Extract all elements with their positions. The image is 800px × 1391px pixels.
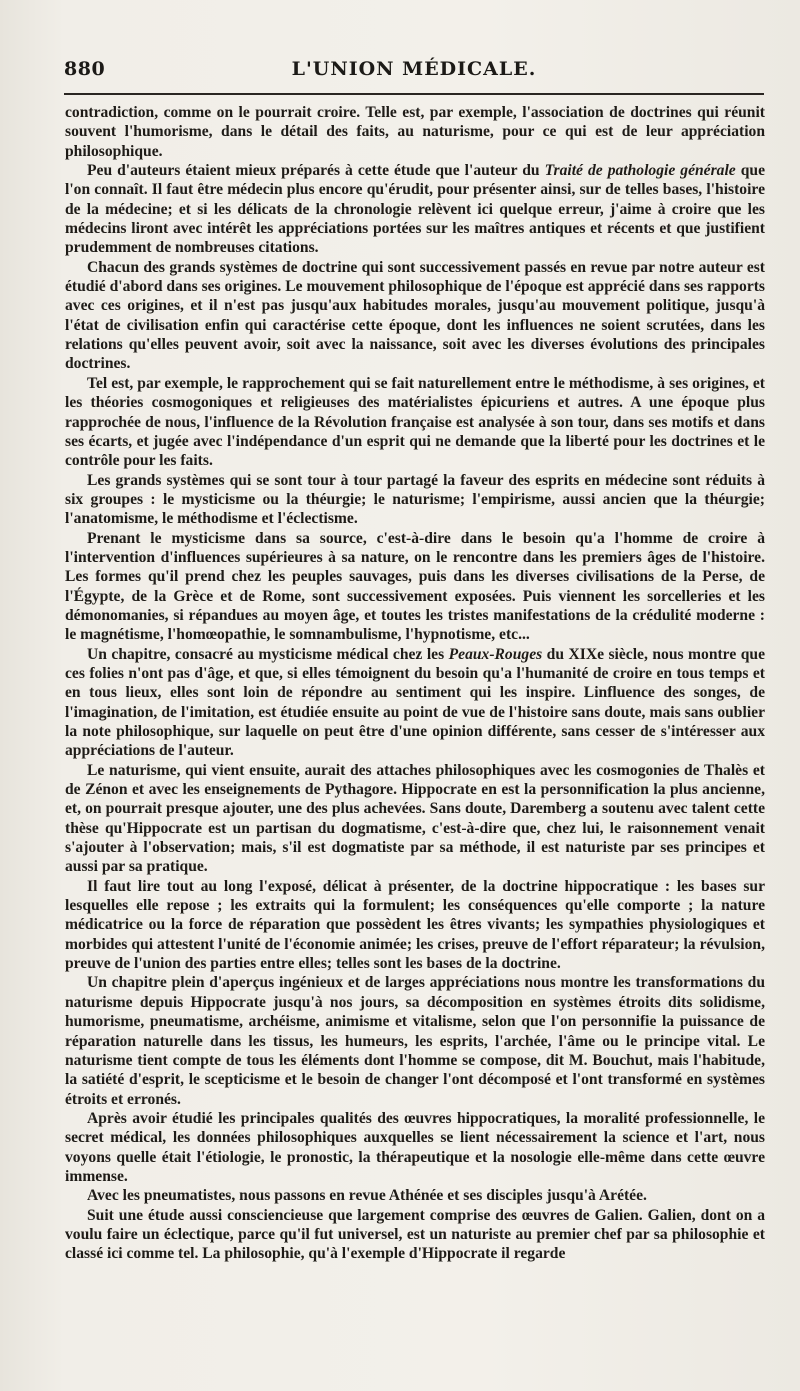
paragraph-text: Un chapitre plein d'aperçus ingénieux et de larges appréciations nous montre les transformations du naturisme depuis Hippocrate jusqu'à nos jours, sa décomposition en systèmes étroits dits solidisme, humorisme, pneumatisme, archéisme, animisme et vitalisme, selon que l'on personnifie la puissance de réparation naturelle dans les tissus, les humeurs, les esprits, l'archée, l'âme ou le principe vital. Le naturisme tient compte de tous les éléments dont l'homme se compose, dit M. Bouchut, mais l'habitude, la satiété d'esprit, le scepticisme et le besoin de changer l'ont décomposé et l'ont transformé en systèmes étroits et erronés. (65, 974, 765, 1108)
paragraph (65, 645, 765, 761)
paragraph (65, 1109, 765, 1186)
paragraph (65, 1186, 765, 1205)
paragraph (65, 103, 765, 161)
article-body (65, 103, 765, 1264)
paragraph (65, 374, 765, 471)
paragraph-text: du XIXe siècle, nous montre que ces folies n'ont pas d'âge, et que, si elles témoignent du besoin qu'a l'humanité de croire en tous temps et en tous lieux, elles sont loin de répondre au sentiment qui les inspire. Linfluence des songes, de l'imagination, de l'imitation, est étudiée ensuite au point de vue de l'histoire sans doute, mais sans oublier la note philosophique, sur laquelle on peut être d'une opinion différente, sans cesser de s'intéresser aux appréciations de l'auteur. (65, 645, 765, 760)
header-rule (64, 93, 764, 95)
paragraph-text: Le naturisme, qui vient ensuite, aurait des attaches philosophiques avec les cosmogonies de Thalès et de Zénon et avec les enseignements de Pythagore. Hippocrate en est la personnification la plus ancienne, et, on pourrait presque ajouter, une des plus achevées. Sans doute, Daremberg a soutenu avec talent cette thèse qu'Hippocrate est un partisan du dogmatisme, c'est-à-dire que, chez lui, le raisonnement venait s'ajouter à l'observation; mais, s'il est dogmatiste par sa méthode, il est naturiste par ses principes et aussi par sa pratique. (65, 761, 765, 876)
paragraph-text: que l'on connaît. Il faut être médecin plus encore qu'érudit, pour présenter ainsi, sur de telles bases, l'histoire de la médecine; et si les délicats de la chronologie relèvent ici quelque erreur, j'aime à croire que les médecins liront avec intérêt les appréciations portées sur les maîtres antiques et récents et que justifient prudemment de nombreuses citations. (65, 162, 765, 257)
paragraph-text: Prenant le mysticisme dans sa source, c'est-à-dire dans le besoin qu'a l'homme de croire à l'intervention d'influences supérieures à sa nature, on le rencontre dans les premiers âges de l'histoire. Les formes qu'il prend chez les peuples sauvages, puis dans les diverses civilisations de la Perse, de l'Égypte, de la Grèce et de Rome, sont successivement exposées. Puis viennent les sorcelleries et les démonomanies, si répandues au moyen âge, et toutes les tristes manifestations de la crédulité moderne : le magnétisme, l'homœopathie, le somnambulisme, l'hypnotisme, etc... (65, 529, 765, 644)
paragraph-text: Peu d'auteurs étaient mieux préparés à cette étude que l'auteur du (87, 162, 545, 180)
italic-title: Peaux-Rouges (448, 645, 543, 663)
page-number: 880 (64, 58, 106, 80)
running-head (64, 58, 764, 86)
paragraph (65, 529, 765, 645)
paragraph (65, 877, 765, 974)
journal-title: L'UNION MÉDICALE. (291, 58, 537, 80)
italic-title: Traité de pathologie générale (544, 162, 736, 180)
paragraph-text: Chacun des grands systèmes de doctrine qui sont successivement passés en revue par notre auteur est étudié d'abord dans ses origines. Le mouvement philosophique de l'époque est apprécié dans ses rapports avec ces origines, et il n'est pas jusqu'aux habitudes morales, jusqu'au mouvement politique, jusqu'à l'état de civilisation enfin qui caractérise cette époque, dont les influences ne soient scrutées, dans les relations qu'elles peuvent avoir, soit avec la naissance, soit avec les diverses évolutions des principales doctrines. (65, 258, 765, 373)
paragraph-text: Un chapitre, consacré au mysticisme médical chez les (87, 645, 449, 663)
paragraph (65, 761, 765, 877)
paragraph-text: Il faut lire tout au long l'exposé, délicat à présenter, de la doctrine hippocratique : les bases sur lesquelles elle repose ; les extraits qui la formulent; les conséquences qu'elle comporte ; la nature médicatrice ou la force de réparation que possèdent les êtres vivants; les sympathies physiologiques et morbides qui attestent l'unité de l'économie animée; les crises, preuve de l'effort réparateur; la révulsion, preuve de l'union des parties entre elles; telles sont les bases de la doctrine. (65, 877, 765, 973)
paragraph (65, 161, 765, 258)
paragraph-text: contradiction, comme on le pourrait croire. Telle est, par exemple, l'association de doctrines qui réunit souvent l'humorisme, dans le détail des faits, au naturisme, pour ce qui est de leur appréciation philosophique. (65, 104, 765, 160)
paragraph (65, 1206, 765, 1264)
paragraph-text: Tel est, par exemple, le rapprochement qui se fait naturellement entre le méthodisme, à ses origines, et les théories cosmogoniques et religieuses des matérialistes épicuriens et autres. A une époque plus rapprochée de nous, l'influence de la Révolution française est analysée à son tour, dans ses motifs et dans ses écarts, et jugée avec l'indépendance d'un esprit qui ne demande que la liberté pour les doctrines et le contrôle pour les faits. (65, 374, 765, 470)
paragraph-text: Suit une étude aussi consciencieuse que largement comprise des œuvres de Galien. Galien, dont on a voulu faire un éclectique, parce qu'il fut universel, est un naturiste au premier chef par sa philosophie et classé ici comme tel. La philosophie, qu'à l'exemple d'Hippocrate il regarde (65, 1206, 765, 1263)
paragraph-text: Après avoir étudié les principales qualités des œuvres hippocratiques, la moralité professionnelle, le secret médical, les données philosophiques auxquelles se lient nécessairement la science et l'art, nous voyons quelle était l'étiologie, le pronostic, la thérapeutique et la nosologie elle-même dans cette œuvre immense. (65, 1109, 765, 1185)
paragraph (65, 973, 765, 1108)
paragraph-text: Avec les pneumatistes, nous passons en revue Athénée et ses disciples jusqu'à Arétée. (87, 1187, 647, 1205)
paragraph (65, 258, 765, 374)
paragraph (65, 471, 765, 529)
paragraph-text: Les grands systèmes qui se sont tour à tour partagé la faveur des esprits en médecine sont réduits à six groupes : le mysticisme ou la théurgie; le naturisme; l'empirisme, aussi ancien que la théurgie; l'anatomisme, le méthodisme et l'éclectisme. (65, 471, 765, 528)
